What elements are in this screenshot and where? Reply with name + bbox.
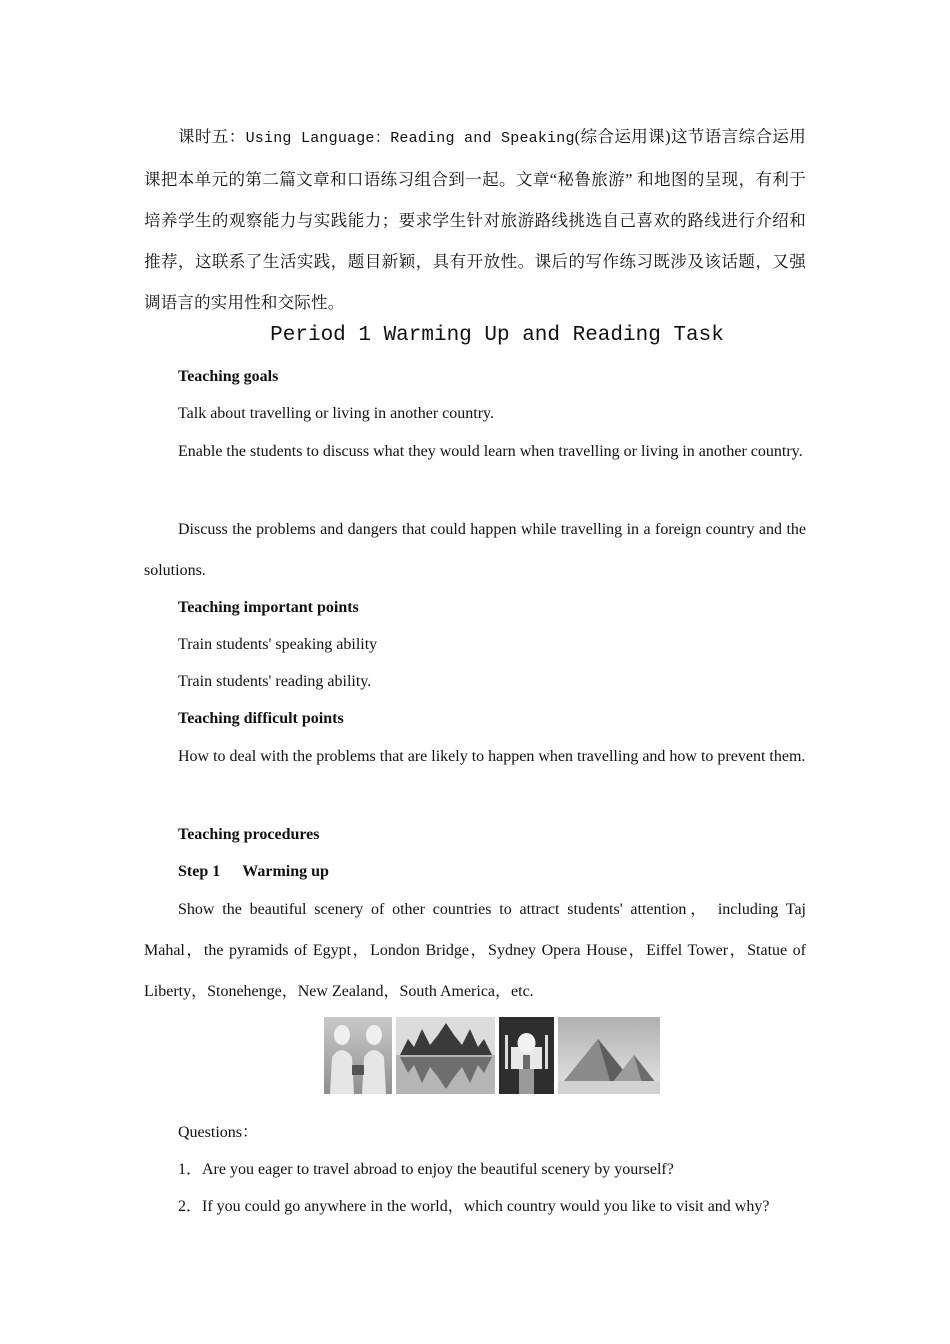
difficult-text: How to deal with the problems that are likely to happen when travelling and how to prevent them.: [178, 748, 806, 765]
goal-item: Enable the students to discuss what they would learn when travelling or living in another country.: [178, 443, 803, 460]
pyramids-photo: [558, 1017, 660, 1094]
procedures-heading: Teaching procedures: [178, 826, 320, 843]
angkor-wat-photo: [396, 1017, 495, 1094]
question-item: 1．Are you eager to travel abroad to enjoy the beautiful scenery by yourself?: [178, 1161, 674, 1178]
intro-paragraph: [144, 116, 806, 323]
questions-heading: Questions：: [178, 1124, 259, 1141]
intro-english: Using Language：Reading and Speaking: [245, 130, 575, 147]
step-name: Warming up: [242, 863, 329, 880]
step-text: Show the beautiful scenery of other countries to attract students' attention， including Taj Mahal，the pyramids of Egypt，London Bridge，Sydney Opera House，Eiffel Tower，Statue of Liberty，Stonehenge，New Zealand，South America，etc.: [144, 901, 807, 1000]
difficult-heading: Teaching difficult points: [178, 710, 344, 727]
intro-suffix: (综合运用课)这节语言综合运用课: [144, 127, 806, 189]
period-title: Period 1 Warming Up and Reading Task: [270, 324, 724, 347]
intro-prefix: 课时五：: [178, 127, 246, 146]
step-label: Step 1: [178, 863, 221, 880]
intro-rest: 把本单元的第二篇文章和口语练习组合到一起。文章“秘鲁旅游” 和地图的呈现，有利于培养学生的观察能力与实践能力；要求学生针对旅游路线挑选自己喜欢的路线进行介绍和推荐，这联系了生活实践，题目新颖，具有开放性。课后的写作练习既涉及该话题，又强调语言的实用性和交际性。: [144, 170, 806, 312]
important-item: Train students' reading ability.: [178, 673, 372, 690]
taj-mahal-photo: [499, 1017, 554, 1094]
goal-item: Discuss the problems and dangers that could happen while travelling in a foreign country and the solutions.: [144, 521, 806, 579]
important-item: Train students' speaking ability: [178, 636, 378, 653]
goal-item: Talk about travelling or living in another country.: [178, 405, 494, 422]
buddha-statues-photo: [324, 1017, 392, 1094]
goals-heading: Teaching goals: [178, 368, 279, 385]
step-heading: [178, 863, 806, 881]
question-item: 2．If you could go anywhere in the world，which country would you like to visit and why?: [178, 1198, 770, 1215]
important-heading: Teaching important points: [178, 599, 359, 616]
